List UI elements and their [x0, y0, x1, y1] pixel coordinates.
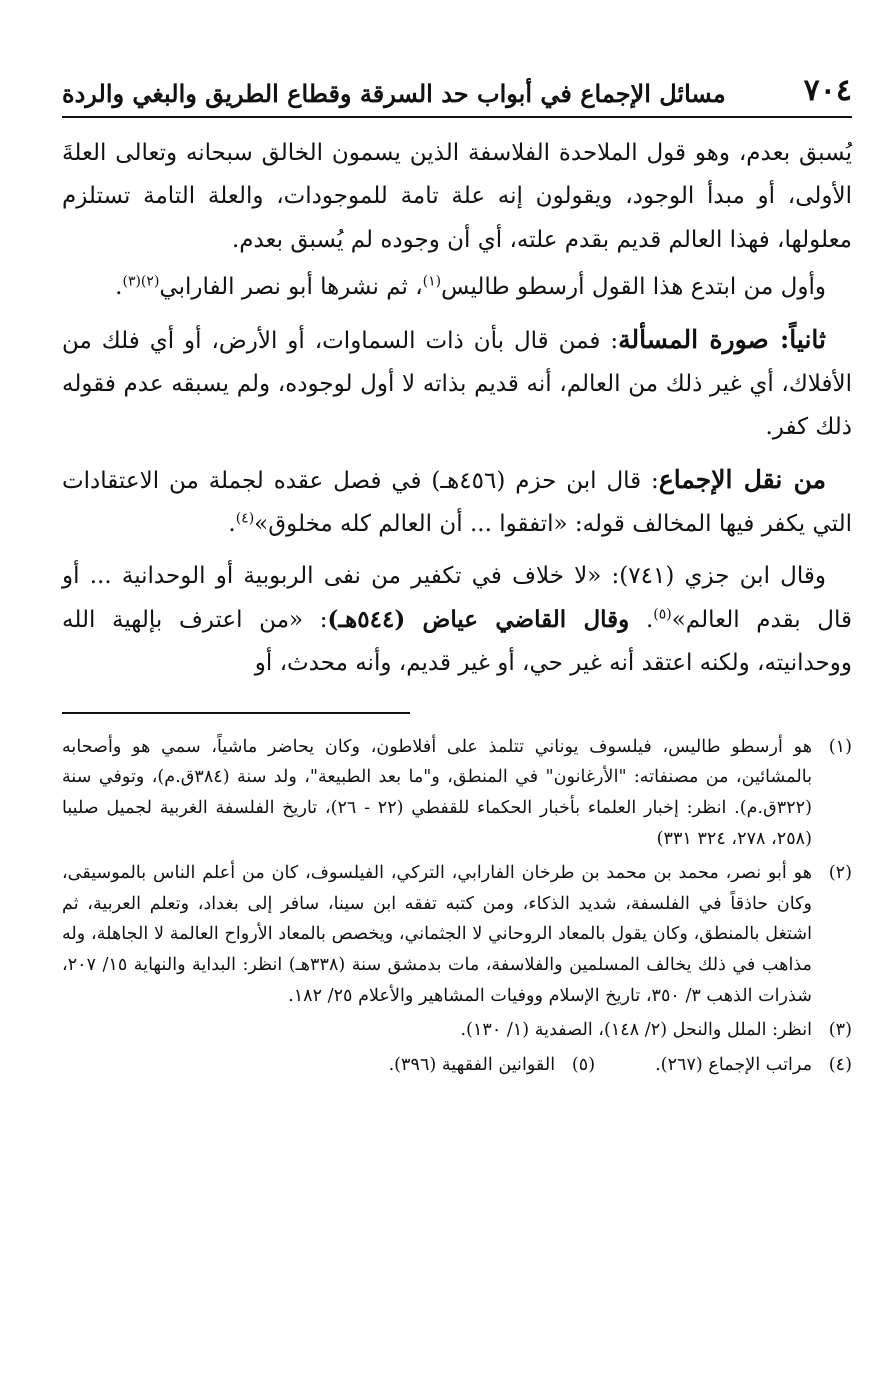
paragraph-4-text: : قال ابن حزم (٤٥٦هـ) في فصل عقده لجملة من الاعتقادات التي يكفر فيها المخالف قوله: «اتفقوا ... أن العالم كله مخلوق» — [62, 467, 852, 538]
paragraph-4-end: . — [228, 511, 236, 538]
page-number: ٧٠٤ — [803, 73, 852, 108]
footnote-4-text: مراتب الإجماع (٢٦٧). — [655, 1054, 812, 1075]
footnote-5-text: القوانين الفقهية (٣٩٦). — [388, 1054, 556, 1075]
paragraph-5 — [62, 555, 852, 686]
footnote-separator-wrap — [62, 694, 852, 732]
footnote-1 — [62, 732, 852, 854]
paragraph-2 — [62, 266, 852, 309]
paragraph-3-text: : فمن قال بأن ذات السماوات، أو الأرض، أو أي فلك من الأفلاك، أي غير ذلك من العالم، أنه قديم بذاته لا أول لوجوده، ولم يسبقه عدم فقوله ذلك كفر. — [62, 327, 852, 441]
footnote-5-number: (٥) — [571, 1054, 596, 1075]
footnote-1-text: هو أرسطو طاليس، فيلسوف يوناني تتلمذ على أفلاطون، وكان يحاضر ماشياً، سمي هو وأصحابه بالمشائين، من مصنفاته: "الأرغانون" في المنطق، و"ما بعد الطبيعة"، ولد سنة (٣٨٤ق.م)، وتوفي سنة (٣٢٢ق.م). انظر: إخبار العلماء بأخبار الحكماء للقفطي (٢٢ - ٢٦)، تاريخ الفلسفة الغربية لجميل صليبا (٢٥٨، ٢٧٨، ٣٢٤ ٣٣١) — [62, 736, 813, 849]
running-title: مسائل الإجماع في أبواب حد السرقة وقطاع الطريق والبغي والردة — [62, 79, 726, 108]
footnote-4 — [655, 1050, 852, 1081]
footnote-4-number: (٤) — [828, 1054, 852, 1075]
paragraph-2-mid: ، ثم نشرها أبو نصر الفارابي — [159, 274, 423, 301]
paragraph-2-text: وأول من ابتدع هذا القول أرسطو طاليس — [441, 274, 826, 301]
footnote-3-text: انظر: الملل والنحل (٢/ ١٤٨)، الصفدية (١/ ١٣٠). — [460, 1020, 812, 1041]
footnote-ref-1[interactable]: (١) — [422, 273, 442, 290]
paragraph-3 — [62, 318, 852, 450]
footnote-2 — [62, 858, 852, 1011]
footnote-1-number: (١) — [828, 736, 852, 757]
footnote-3-number: (٣) — [828, 1020, 852, 1041]
book-page — [62, 40, 852, 1084]
footnotes — [62, 732, 852, 1085]
footnote-2-number: (٢) — [828, 863, 852, 884]
page-header — [62, 40, 852, 118]
footnote-ref-5[interactable]: (٥) — [653, 606, 672, 623]
section-heading-consensus: من نقل الإجماع — [658, 464, 826, 494]
footnote-5 — [389, 1050, 596, 1081]
paragraph-2-end: . — [115, 274, 123, 301]
main-text — [62, 132, 852, 686]
footnote-ref-4[interactable]: (٤) — [235, 510, 255, 527]
paragraph-5-mid: . — [629, 607, 654, 634]
section-heading-issue: ثانياً: صورة المسألة — [618, 324, 826, 354]
footnote-separator — [62, 712, 410, 714]
paragraph-5-end: : «من اعترف بإلهية الله ووحدانيته، ولكنه اعتقد أنه غير حي، أو غير قديم، وأنه محدث، أو — [62, 607, 852, 677]
qadi-iyad-attribution: وقال القاضي عياض (٥٤٤هـ) — [327, 606, 630, 634]
footnote-2-text: هو أبو نصر، محمد بن محمد بن طرخان الفارابي، التركي، الفيلسوف، كان من أعلم الناس بالموسيقى، وكان حاذقاً في الفلسفة، شديد الذكاء، ومن كتبه تفقه ابن سينا، سافر إلى بغداد، وتعلم العربية، ثم اشتغل بالمنطق، وكان يقول بالمعاد الروحاني لا الجثماني، ويخصص بالمعاد الأرواح العالمة لا الجاهلة، وله مذاهب في ذلك يخالف المسلمين والفلاسفة، مات بدمشق سنة (٣٣٨هـ) انظر: البداية والنهاية ١٥/ ٢٠٧، شذرات الذهب ٣/ ٣٥٠، تاريخ الإسلام ووفيات المشاهير والأعلام ٢٥/ ١٨٢. — [62, 863, 812, 1006]
footnotes-4-5-row — [62, 1050, 852, 1085]
footnote-ref-2-3[interactable]: (٢)(٣) — [122, 273, 160, 290]
paragraph-4 — [62, 458, 852, 547]
footnote-3 — [62, 1015, 852, 1046]
paragraph-1: يُسبق بعدم، وهو قول الملاحدة الفلاسفة الذين يسمون الخالق سبحانه وتعالى العلةَ الأولى، أو مبدأ الوجود، ويقولون إنه علة تامة للموجودات، والعلة التامة تستلزم معلولها، فهذا العالم قديم بقدم علته، أي أن وجوده لم يُسبق بعدم. — [62, 140, 852, 253]
paragraph-5-text: وقال ابن جزي (٧٤١): «لا خلاف في تكفير من نفى الربوبية أو الوحدانية ... أو قال بقدم العالم» — [62, 562, 852, 634]
